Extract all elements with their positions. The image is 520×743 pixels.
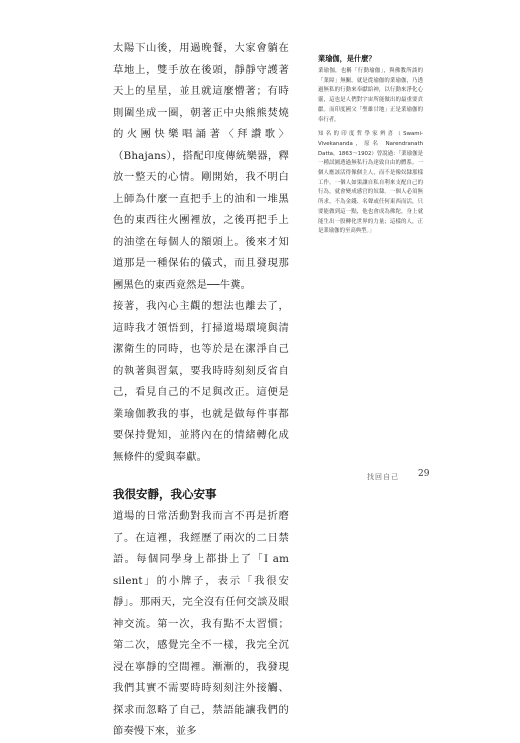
main-text-column: [113, 38, 289, 743]
body-paragraph: 接著，我內心主觀的想法也離去了，這時我才領悟到，打掃道場環境與清潔衛生的同時，也等於是在潔淨自己的執著與習氣，要我時時刻刻反省自己，看見自己的不足與改正。這便是業瑜伽教我的事，也就是做每件事都要保持覺知，並將內在的情緒轉化成無條件的愛與奉獻。: [113, 300, 289, 463]
sidebar-note: [318, 54, 423, 237]
sidebar-title: 業瑜伽，是什麼？: [318, 54, 376, 63]
body-paragraph: 道場的日常活動對我而言不再是折磨了。在這裡，我經歷了兩次的二日禁語。每個同學身上都掛上了「I am silent」的小牌子，表示「我很安靜」。那兩天，完全沒有任何交談及眼神交流。第一次，我有點不太習慣；第二次，感覺完全不一樣，我完全沉浸在寧靜的空間裡。漸漸的，我發現我們其實不需要時時刻刻注外接觸、探求而忽略了自己，禁語能讓我們的節奏慢下來，並多: [113, 510, 289, 737]
running-footer-title: 找回自己: [367, 473, 399, 481]
section-heading: 我很安靜，我心安事: [113, 487, 217, 501]
body-paragraph: 太陽下山後，用過晚餐，大家會躺在草地上，雙手放在後頭，靜靜守護著天上的星星，並且就這麼懵著；有時則圍坐成一圈，朝著正中央熊熊焚燒的火團快樂唱誦著〈拜讚歌〉（Bhajans），搭配印度傳統樂器，釋放一整天的心情。剛開始，我不明白上師為什麼一直把手上的油和一堆黑色的東西往火團裡放，之後再把手上的油塗在每個人的額頭上。後來才知道那是一種保佑的儀式，而且發現那團黑色的東西竟然是──牛糞。: [113, 42, 289, 291]
sidebar-paragraph: 知名的印度哲學家辨喜（Swami-Vivekananda，原名 Narendranath Datta，1863～1902）曾說過：「業瑜伽是一種試圖透過無私行為達致自由的體系。一個人應該活得像個主人，而不是像奴隸那樣工作。一個人如果讓自私自利來支配自己的行為，就會變成感官的奴隸。一個人必須無所求，不為金錢、名聲或任何東西而活，只要能做到這一點，他也會成為佛陀，身上就能生出一股轉化世界的力量；這樣的人，正是業瑜伽的至高典型。」: [318, 131, 423, 235]
page-number: 29: [418, 469, 430, 479]
sidebar-paragraph: 業瑜伽，也稱「行動瑜伽」，與佛教所談的「業障」無關。就是從瑜伽的業瑜伽，乃透過無私的行動來奉獻給神，以行動來淨化心靈，這也是人們對宇宙所能做出的最重要貢獻。而印度國父「聖雄甘地」正是業瑜伽的奉行者。: [318, 68, 423, 123]
